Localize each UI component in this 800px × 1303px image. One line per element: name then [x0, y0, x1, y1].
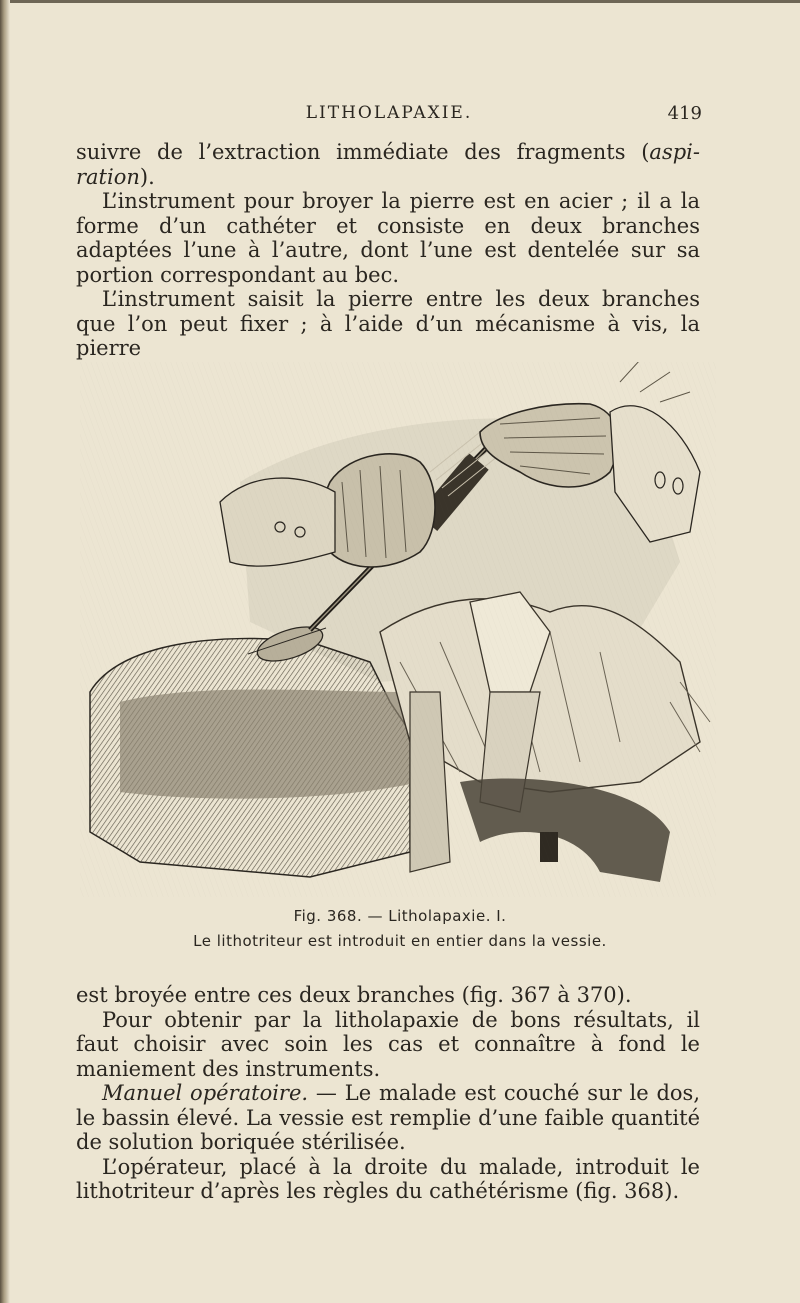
figure-caption-label: Fig. 368. — Litholapaxie. I. [293, 907, 507, 925]
paragraph-grip: L’instrument saisit la pierre entre les deux branches que l’on peut fixer ; à l’aide d’un mécanisme à vis, la pierre [76, 287, 700, 360]
italic-heading: Manuel opératoire. [102, 1081, 309, 1105]
top-text-block [76, 140, 700, 361]
italic-term: aspiration [76, 140, 700, 189]
running-head [76, 103, 702, 129]
page-top-edge [0, 0, 800, 3]
figure-illustration [80, 362, 716, 897]
paragraph-instrument: L’instrument pour broyer la pierre est en acier ; il a la forme d’un cathéter et consiste en deux branches adaptées l’une à l’autre, dont l’une est dentelée sur sa portion correspondant au bec. [76, 189, 700, 287]
page-number: 419 [667, 103, 702, 124]
page-binding-edge [0, 0, 10, 1303]
paragraph-results: Pour obtenir par la litholapaxie de bons résultats, il faut choisir avec soin les cas et connaître à fond le maniement des instruments. [76, 1007, 700, 1081]
figure-caption-text: Le lithotriteur est introduit en entier dans la vessie. [193, 932, 607, 950]
running-title: LITHOLAPAXIE. [305, 103, 473, 123]
lithotripsy-engraving [80, 362, 716, 897]
paragraph-text: ). [139, 164, 155, 189]
paragraph-manuel [76, 1081, 700, 1155]
paragraph-continuation [76, 140, 700, 189]
paragraph-text: suivre de l’extraction immédiate des fragments ( [76, 140, 650, 164]
paragraph-crushing: est broyée entre ces deux branches (fig. 367 à 370). [76, 983, 632, 1007]
bottom-text-block [76, 983, 700, 1204]
paragraph-operator: L’opérateur, placé à la droite du malade, introduit le lithotriteur d’après les règles du cathétérisme (fig. 368). [76, 1154, 700, 1203]
paragraph-text: — Le malade est couché sur le dos, le bassin élevé. La vessie est remplie d’une faible quantité de solution boriquée stérilisée. [76, 1081, 701, 1154]
